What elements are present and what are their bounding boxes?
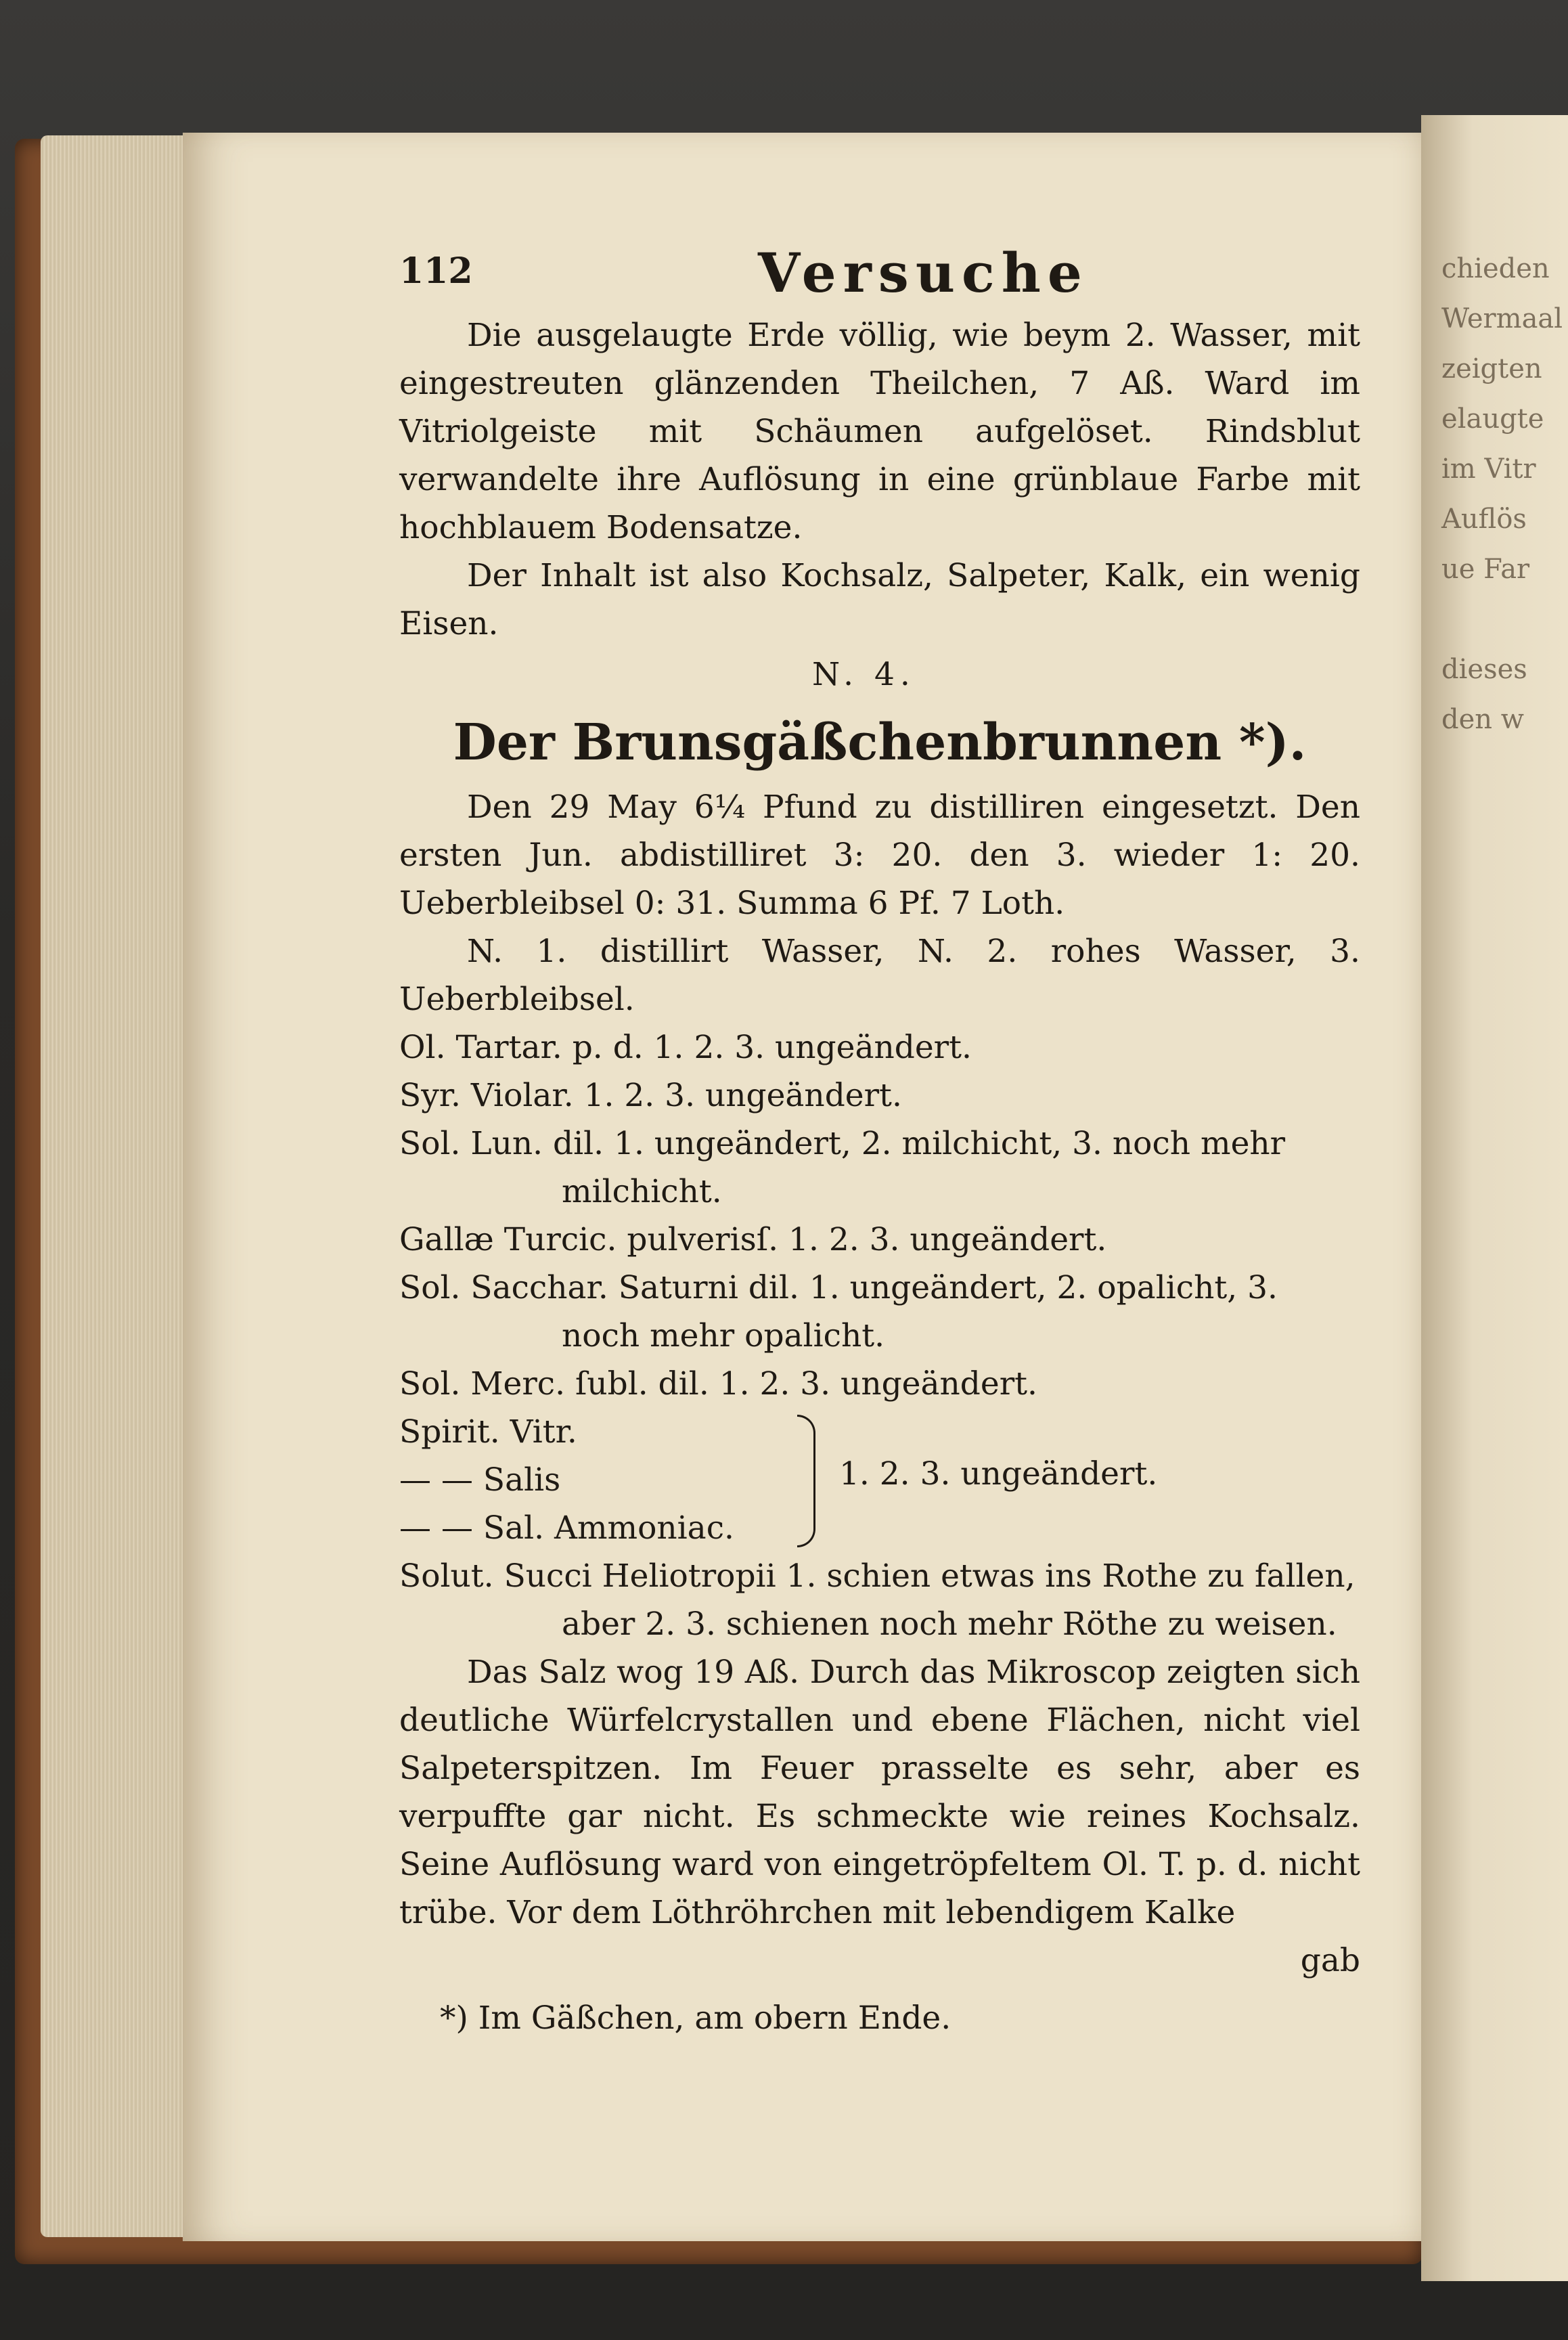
page-header — [399, 241, 1360, 311]
section-title: Der Brunsgäßchenbrunnen *). — [453, 713, 1307, 772]
paragraph-content-summary: Der Inhalt ist also Kochsalz, Salpeter, Kalk, ein wenig Eisen. — [399, 557, 1360, 642]
page-edges — [41, 135, 196, 2237]
paragraph-salt: Das Salz wog 19 Aß. Durch das Mikroscop zeigten sich deutliche Würfelcrystallen und ebene Flächen, nicht viel Salpeterspitzen. Im Feuer prasselte es sehr, aber es verpuffte gar nicht. Es schmeckte wie reines Kochsalz. Seine Auflösung ward von eingetröpfeltem Ol. T. p. d. nicht trübe. Vor dem Löthröhrchen mit lebendigem Kalke — [399, 1654, 1360, 1931]
list-item: Ol. Tartar. p. d. 1. 2. 3. ungeändert. — [399, 1029, 972, 1066]
running-head: Versuche — [758, 241, 1089, 305]
page-number: 112 — [399, 250, 473, 292]
list-item: Gallæ Turcic. pulverisſ. 1. 2. 3. ungeändert. — [399, 1221, 1107, 1258]
facing-page-edge — [1421, 115, 1568, 2281]
list-item: Sol. Lun. dil. 1. ungeändert, 2. milchicht, 3. noch mehr milchicht. — [399, 1125, 1286, 1210]
section-number: N. 4. — [812, 656, 916, 693]
brace — [797, 1415, 815, 1547]
test-list — [399, 1023, 1360, 1648]
catchword: gab — [1300, 1942, 1360, 1979]
spirits-result: 1. 2. 3. ungeändert. — [839, 1455, 1158, 1493]
list-item: Sol. Sacchar. Saturni dil. 1. ungeändert, 2. opalicht, 3. noch mehr opalicht. — [399, 1269, 1278, 1354]
list-item: Solut. Succi Heliotropii 1. schien etwas ins Rothe zu fallen, aber 2. 3. schienen noch mehr Röthe zu weisen. — [399, 1558, 1356, 1643]
paragraph-earth: Die ausgelaugte Erde völlig, wie beym 2. Wasser, mit eingestreuten glänzenden Theilchen, 7 Aß. Ward im Vitriolgeiste mit Schäumen aufgelöset. Rindsblut verwandelte ihre Auflösung in eine grünblaue Farbe mit hochblauem Bodensatze. — [399, 317, 1360, 546]
paragraph-legend: N. 1. distillirt Wasser, N. 2. rohes Wasser, 3. Ueberbleibsel. — [399, 933, 1360, 1018]
list-item: Spirit. Vitr. — [399, 1413, 577, 1451]
list-item: — — Salis — [399, 1461, 561, 1499]
facing-page-text: chieden Wermaal zeigten elaugte im Vitr Auflös ue Far dieses den w — [1441, 253, 1563, 735]
page-content — [399, 241, 1360, 2042]
list-item: Sol. Merc. ſubl. dil. 1. 2. 3. ungeändert. — [399, 1365, 1037, 1403]
paragraph-distillation: Den 29 May 6¼ Pfund zu distilliren eingesetzt. Den ersten Jun. abdistilliret 3: 20. den 3. wieder 1: 20. Ueberbleibsel 0: 31. Summa 6 Pf. 7 Loth. — [399, 789, 1360, 922]
footnote: *) Im Gäßchen, am obern Ende. — [440, 2000, 951, 2037]
spirits-group — [399, 1408, 1360, 1552]
list-item: Syr. Violar. 1. 2. 3. ungeändert. — [399, 1077, 902, 1114]
list-item: — — Sal. Ammoniac. — [399, 1509, 734, 1547]
